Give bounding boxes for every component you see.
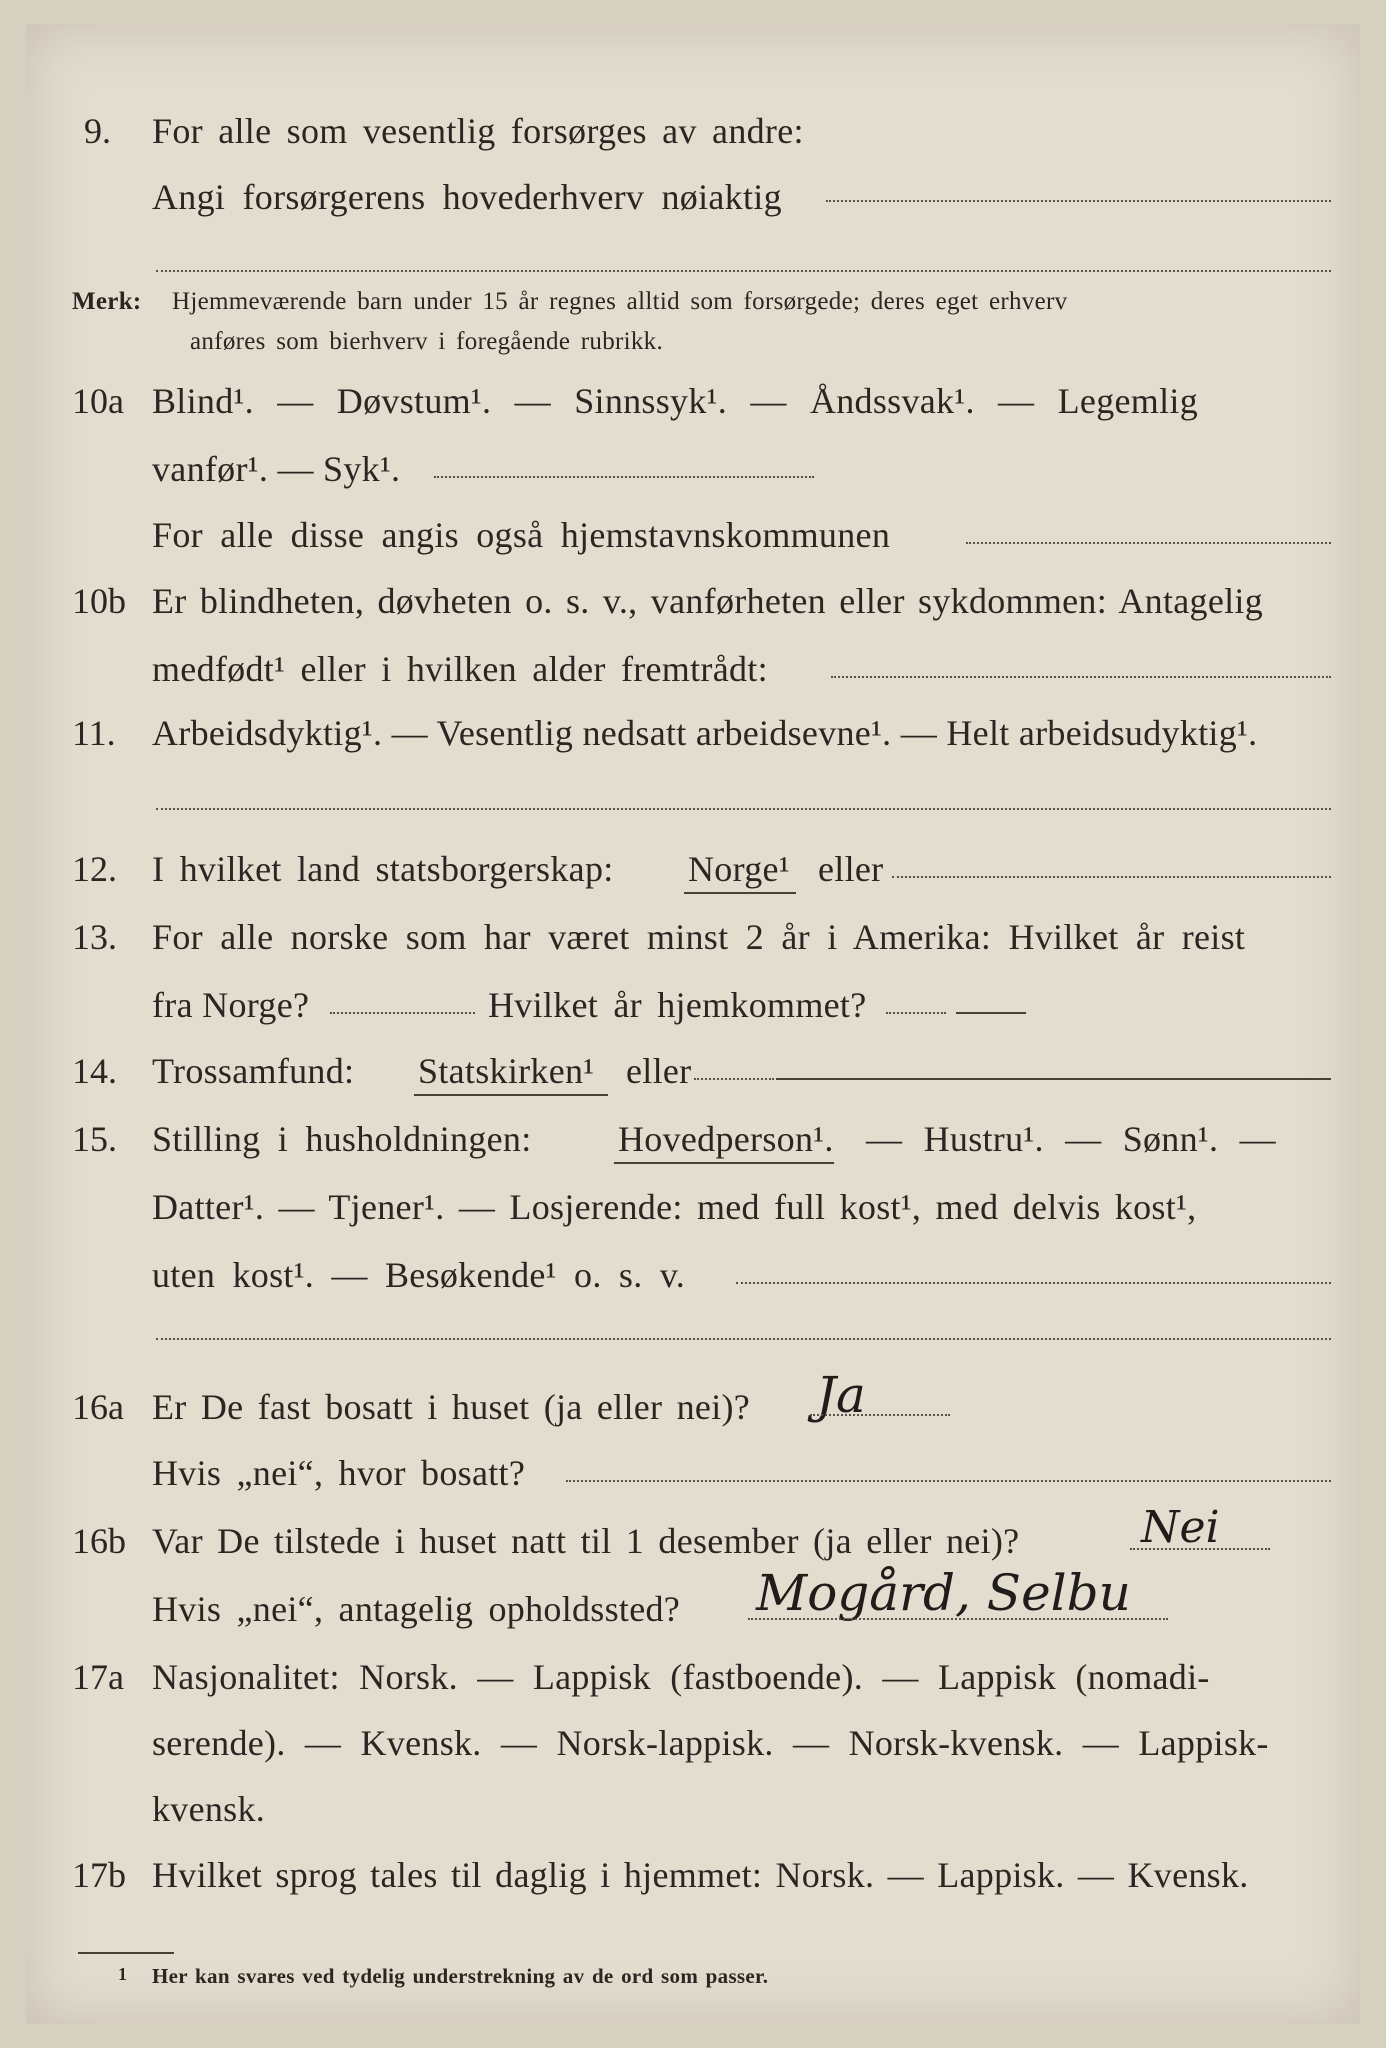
q12-norge-underline — [684, 892, 796, 894]
q9-number: 9. — [84, 111, 111, 151]
q10a-number: 10a — [72, 381, 124, 421]
q15-number: 15. — [72, 1119, 117, 1159]
q12-number: 12. — [72, 849, 117, 889]
q10b-line1: Er blindheten, døvheten o. s. v., vanførheten eller sykdommen: Antagelig — [152, 581, 1264, 621]
q15-line1-rest: — Hustru¹. — Sønn¹. — — [866, 1119, 1276, 1159]
q16b-handwritten-answer-place: Mogård, Selbu — [756, 1564, 1131, 1622]
q13-hjemkommet-answer-line-2 — [956, 1012, 1026, 1014]
q15-line3: uten kost¹. — Besøkende¹ o. s. v. — [152, 1255, 686, 1295]
q10a-syk-answer-line — [434, 476, 814, 478]
q10b-answer-line — [831, 676, 1331, 678]
q13-line1: For alle norske som har været minst 2 år i Amerika: Hvilket år reist — [152, 917, 1246, 957]
q17a-number: 17a — [72, 1657, 124, 1697]
footnote-text: Her kan svares ved tydelig understrekning av de ord som passer. — [152, 1964, 769, 1988]
q16b-handwritten-answer-nei: Nei — [1141, 1502, 1220, 1553]
q10a-line1: Blind¹. — Døvstum¹. — Sinnssyk¹. — Åndssvak¹. — Legemlig — [152, 381, 1198, 421]
q13-reist-answer-line — [330, 1012, 475, 1014]
q15-line2: Datter¹. — Tjener¹. — Losjerende: med full kost¹, med delvis kost¹, — [152, 1187, 1197, 1227]
q17b-line1: Hvilket sprog tales til daglig i hjemmet: Norsk. — Lappisk. — Kvensk. — [152, 1855, 1249, 1895]
footnote-mark: 1 — [118, 1964, 128, 1984]
q11-line1: Arbeidsdyktig¹. — Vesentlig nedsatt arbeidsevne¹. — Helt arbeidsudyktig¹. — [152, 713, 1258, 753]
q14-answer-line-2 — [776, 1078, 1331, 1080]
q10b-line2: medfødt¹ eller i hvilken alder fremtrådt: — [152, 649, 768, 689]
q15-separator-line — [156, 1338, 1331, 1340]
q14-answer-line-1 — [694, 1078, 774, 1080]
q16a-answer-line — [810, 1414, 950, 1416]
q9-answer-line — [826, 200, 1331, 202]
q14-label: Trossamfund: — [152, 1051, 355, 1091]
q15-hovedperson-underline — [614, 1162, 834, 1164]
q17a-line3: kvensk. — [152, 1789, 266, 1829]
q13-hjemkommet-answer-line-1 — [886, 1012, 946, 1014]
q9-line1: For alle som vesentlig forsørges av andre: — [152, 111, 804, 151]
q11-number: 11. — [72, 713, 116, 753]
q17b-number: 17b — [72, 1855, 126, 1895]
q10b-number: 10b — [72, 581, 126, 621]
q11-answer-line — [156, 808, 1331, 810]
q15-label: Stilling i husholdningen: — [152, 1119, 532, 1159]
q16b-number: 16b — [72, 1521, 126, 1561]
census-form-page — [26, 24, 1360, 2024]
q9-line2: Angi forsørgerens hovederhverv nøiaktig — [152, 177, 782, 217]
q14-statskirken-underline — [414, 1094, 608, 1096]
merk-label: Merk: — [72, 288, 142, 315]
q12-answer-line — [892, 876, 1331, 878]
q13-number: 13. — [72, 917, 117, 957]
q14-eller: eller — [626, 1051, 692, 1091]
merk-line2: anføres som bierhverv i foregående rubrikk. — [190, 328, 664, 355]
q12-label: I hvilket land statsborgerskap: — [152, 849, 614, 889]
q16b-line2: Hvis „nei“, antagelig opholdssted? — [152, 1589, 681, 1629]
q14-number: 14. — [72, 1051, 117, 1091]
q14-option-statskirken: Statskirken¹ — [418, 1051, 595, 1091]
q16b-line1: Var De tilstede i huset natt til 1 desember (ja eller nei)? — [152, 1521, 1020, 1561]
q12-option-norge: Norge¹ — [688, 849, 790, 889]
q16a-line1: Er De fast bosatt i huset (ja eller nei)? — [152, 1387, 751, 1427]
q9-separator-line — [156, 270, 1331, 272]
q10a-line2: vanfør¹. — Syk¹. — [152, 449, 401, 489]
q17a-line1: Nasjonalitet: Norsk. — Lappisk (fastboende). — Lappisk (nomadi- — [152, 1657, 1210, 1697]
q10a-line3: For alle disse angis også hjemstavnskommunen — [152, 515, 891, 555]
q15-option-hovedperson: Hovedperson¹. — [618, 1119, 834, 1159]
q13-line2a: fra Norge? — [152, 985, 310, 1025]
merk-line1: Hjemmeværende barn under 15 år regnes alltid som forsørgede; deres eget erhverv — [172, 288, 1068, 315]
q17a-line2: serende). — Kvensk. — Norsk-lappisk. — Norsk-kvensk. — Lappisk- — [152, 1723, 1269, 1763]
q16a-handwritten-answer: Ja — [816, 1366, 866, 1424]
q16a-number: 16a — [72, 1387, 124, 1427]
q13-line2b: Hvilket år hjemkommet? — [488, 985, 867, 1025]
q15-answer-line — [736, 1282, 1331, 1284]
q16a-line2: Hvis „nei“, hvor bosatt? — [152, 1453, 526, 1493]
q10a-hjemstavn-answer-line — [966, 542, 1331, 544]
q12-eller: eller — [818, 849, 884, 889]
footnote-rule — [78, 1952, 174, 1954]
q16b-opholdssted-answer-line — [748, 1618, 1168, 1620]
q16a-bosatt-answer-line — [566, 1480, 1331, 1482]
q16b-answer-line — [1130, 1548, 1270, 1550]
